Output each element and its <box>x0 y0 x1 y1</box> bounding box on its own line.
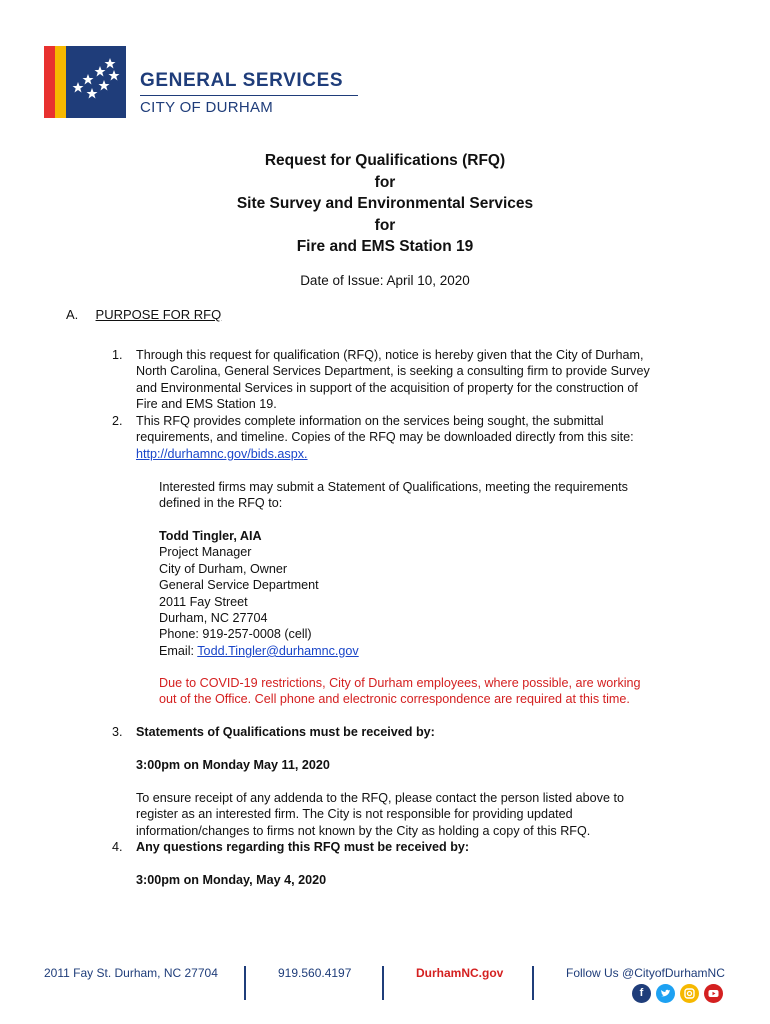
item-1-line: North Carolina, General Services Department, is seeking a consulting firm to provide Survey <box>136 364 650 379</box>
item-2-number: 2. <box>112 414 123 428</box>
org-subname: CITY OF DURHAM <box>140 99 274 116</box>
item-3-line: To ensure receipt of any addenda to the RFQ, please contact the person listed above to <box>136 791 624 805</box>
item-3-text <box>136 790 624 839</box>
logo-divider <box>140 95 358 96</box>
twitter-icon[interactable] <box>656 984 675 1003</box>
interested-line: Interested firms may submit a Statement of Qualifications, meeting the requirements <box>159 480 628 494</box>
contact-phone: Phone: 919-257-0008 (cell) <box>159 627 312 642</box>
email-label: Email: <box>159 643 198 658</box>
stars-icon <box>66 46 126 118</box>
item-2-text <box>136 413 634 462</box>
interested-line: defined in the RFQ to: <box>159 496 283 511</box>
title-line-2: for <box>374 173 396 191</box>
section-a-heading <box>66 307 221 322</box>
footer-divider <box>244 966 246 1000</box>
covid-line: out of the Office. Cell phone and electronic correspondence are required at this time. <box>159 692 630 707</box>
section-letter: A. <box>66 307 79 322</box>
title-line-4: for <box>374 216 396 234</box>
date-of-issue: Date of Issue: April 10, 2020 <box>300 273 470 288</box>
item-1-text <box>136 347 650 413</box>
contact-block <box>159 528 359 659</box>
contact-name: Todd Tingler, AIA <box>159 529 262 543</box>
title-line-5: Fire and EMS Station 19 <box>296 238 474 256</box>
youtube-icon[interactable] <box>704 984 723 1003</box>
item-2-line: This RFQ provides complete information on the services being sought, the submittal <box>136 414 604 428</box>
instagram-camera-shape <box>680 984 699 1003</box>
item-3-deadline: 3:00pm on Monday May 11, 2020 <box>136 758 330 772</box>
logo-red-stripe <box>44 46 55 118</box>
contact-email-link[interactable]: Todd.Tingler@durhamnc.gov <box>197 643 359 658</box>
title-line-1: Request for Qualifications (RFQ) <box>264 152 506 169</box>
contact-email-row <box>159 643 359 659</box>
item-1-number: 1. <box>112 348 123 362</box>
contact-title: Project Manager <box>159 545 252 560</box>
footer-address: 2011 Fay St. Durham, NC 27704 <box>44 966 218 980</box>
item-3-line: register as an interested firm. The City is not responsible for providing updated <box>136 807 573 822</box>
footer-phone: 919.560.4197 <box>278 966 352 980</box>
covid-notice <box>159 675 641 708</box>
item-4-deadline: 3:00pm on Monday, May 4, 2020 <box>136 873 327 887</box>
item-4-number: 4. <box>112 840 123 854</box>
item-2-line: requirements, and timeline. Copies of the RFQ may be downloaded directly from this site: <box>136 430 634 445</box>
item-1-line: and Environmental Services in support of the acquisition of property for the construction of <box>136 380 638 395</box>
item-1-line: Through this request for qualification (RFQ), notice is hereby given that the City of Durham, <box>136 348 644 362</box>
footer-divider <box>382 966 384 1000</box>
item-4-heading: Any questions regarding this RFQ must be received by: <box>136 840 470 854</box>
section-label: PURPOSE FOR RFQ <box>95 307 222 322</box>
interested-firms-paragraph <box>159 479 628 512</box>
youtube-play-shape <box>704 984 723 1003</box>
covid-line: Due to COVID-19 restrictions, City of Durham employees, where possible, are working <box>159 676 641 690</box>
document-title <box>0 150 770 258</box>
contact-city: Durham, NC 27704 <box>159 611 268 626</box>
org-name: GENERAL SERVICES <box>140 70 344 91</box>
contact-dept: General Service Department <box>159 578 319 593</box>
bids-link[interactable]: http://durhamnc.gov/bids.aspx. <box>136 446 308 461</box>
instagram-icon[interactable] <box>680 984 699 1003</box>
contact-org: City of Durham, Owner <box>159 561 288 576</box>
title-line-3: Site Survey and Environmental Services <box>236 195 534 213</box>
footer-divider <box>532 966 534 1000</box>
footer-website[interactable]: DurhamNC.gov <box>416 966 504 980</box>
page-footer <box>0 960 770 1010</box>
logo-yellow-stripe <box>55 46 66 118</box>
item-1-line: Fire and EMS Station 19. <box>136 397 277 412</box>
item-3-number: 3. <box>112 725 123 739</box>
city-logo <box>44 46 364 120</box>
facebook-icon[interactable]: f <box>632 984 651 1003</box>
footer-follow: Follow Us @CityofDurhamNC <box>566 966 725 980</box>
contact-street: 2011 Fay Street <box>159 594 248 609</box>
item-3-line: information/changes to firms not known by the City as holding a copy of this RFQ. <box>136 823 591 838</box>
item-3-heading: Statements of Qualifications must be received by: <box>136 725 435 739</box>
twitter-bird-shape <box>656 984 675 1003</box>
